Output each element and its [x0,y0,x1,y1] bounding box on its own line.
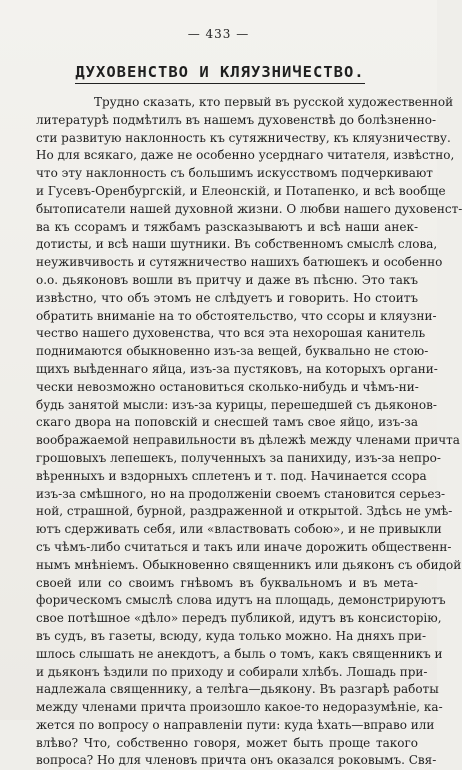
text-line: сти развитую наклонность къ сутяжничеству, къ кляузничеству. [36,130,451,145]
text-line: неуживчивость и сутяжничество нашихъ батюшекъ и особенно [36,255,443,270]
text-line: своей или со своимъ гнѣвомъ въ буквальномъ и въ мета- [36,575,418,590]
article-title: ДУХОВЕНСТВО И КЛЯУЗНИЧЕСТВО. [75,63,364,84]
text-line: свое потѣшное «дѣло» передъ публикой, идутъ въ консисторію, [36,611,442,626]
text-line: литературѣ подмѣтилъ въ нашемъ духовенствѣ до болѣзненно- [36,112,437,127]
text-line: грошовыхъ лепешекъ, полученныхъ за панихиду, изъ-за непро- [36,450,441,465]
text-line: обратить вниманіе на то обстоятельство, что ссоры и кляузни- [36,308,437,323]
article-body [36,94,462,770]
text-line: щихъ выѣденнаго яйца, изъ-за пустяковъ, на которыхъ органи- [36,361,438,376]
text-line: чески невозможно остановиться сколько-нибудь и чѣмъ-ни- [36,379,419,394]
text-line: поднимаются обыкновенно изъ-за вещей, буквально не стою- [36,344,429,359]
text-line: воображаемой неправильности въ дѣлежѣ между членами причта [36,433,460,448]
text-line: жется по вопросу о направленіи пути: куда ѣхать—вправо или [36,717,435,732]
text-line: извѣстно, что объ этомъ не слѣдуетъ и говорить. Но стоитъ [36,290,418,305]
text-line: форическомъ смыслѣ слова идутъ на площадь, демонстрируютъ [36,593,446,608]
page-number: — 433 — [187,27,250,41]
text-line: Трудно сказать, кто первый въ русской художественной [94,95,454,109]
text-line: Но для всякаго, даже не особенно усерднаго читателя, извѣстно, [36,148,455,163]
text-line: между членами причта произошло какое-то недоразумѣніе, ка- [36,700,443,715]
text-line: надлежала священнику, а телѣга—дьякону. Въ разгарѣ работы [36,682,439,697]
text-line: и дьяконъ ѣздили по приходу и собирали хлѣбъ. Лошадь при- [36,664,428,679]
text-line: вѣренныхъ и вздорныхъ сплетенъ и т. под. Начинается ссора [36,468,427,483]
text-line: вопроса? Но для членовъ причта онъ оказался роковымъ. Свя- [36,753,437,768]
text-line: въ судъ, въ газеты, всюду, куда только можно. На дняхъ при- [36,628,427,643]
text-line: дотисты, и всѣ наши шутники. Въ собственномъ смыслѣ слова, [36,237,438,252]
text-line: ной, страшной, бурной, раздраженной и открытой. Здѣсь не умѣ- [36,504,453,519]
text-line: будь занятой мысли: изъ-за курицы, перешедшей съ дьяконов- [36,397,437,412]
title-block [30,62,410,84]
text-line: что эту наклонность съ большимъ искусствомъ подчеркивают [36,166,433,181]
text-line: съ чѣмъ-либо считаться и такъ или иначе дорожить общественн- [36,539,452,554]
text-line: нымъ мнѣніемъ. Обыкновенно священникъ или дьяконъ съ обидой [36,557,462,572]
text-line: влѣво? Что, собственно говоря, может быть проще такого [36,735,418,750]
text-line: шлось слышать не анекдотъ, а быль о томъ, какъ священникъ и [36,646,443,661]
text-line: и Гусевъ-Оренбургскій, и Елеонскій, и Потапенко, и всѣ вообще [36,183,446,198]
text-line: изъ-за смѣшного, но на продолженіи своемъ становится серьез- [36,486,446,501]
text-line: о.о. дьяконовъ вошли въ притчу и даже въ пѣсню. Это такъ [36,272,418,287]
text-line: чество нашего духовенства, что вся эта нехорошая канитель [36,326,426,341]
text-line: ва къ ссорамъ и тяжбамъ разсказываютъ и всѣ наши анек- [36,219,418,234]
text-line: скаго двора на поповскій и снесшей тамъ свое яйцо, изъ-за [36,415,418,430]
text-line: ютъ сдерживать себя, или «властвовать собою», и не привыкли [36,522,442,537]
text-line: бытописатели нашей духовной жизни. О любви нашего духовенст- [36,201,462,216]
